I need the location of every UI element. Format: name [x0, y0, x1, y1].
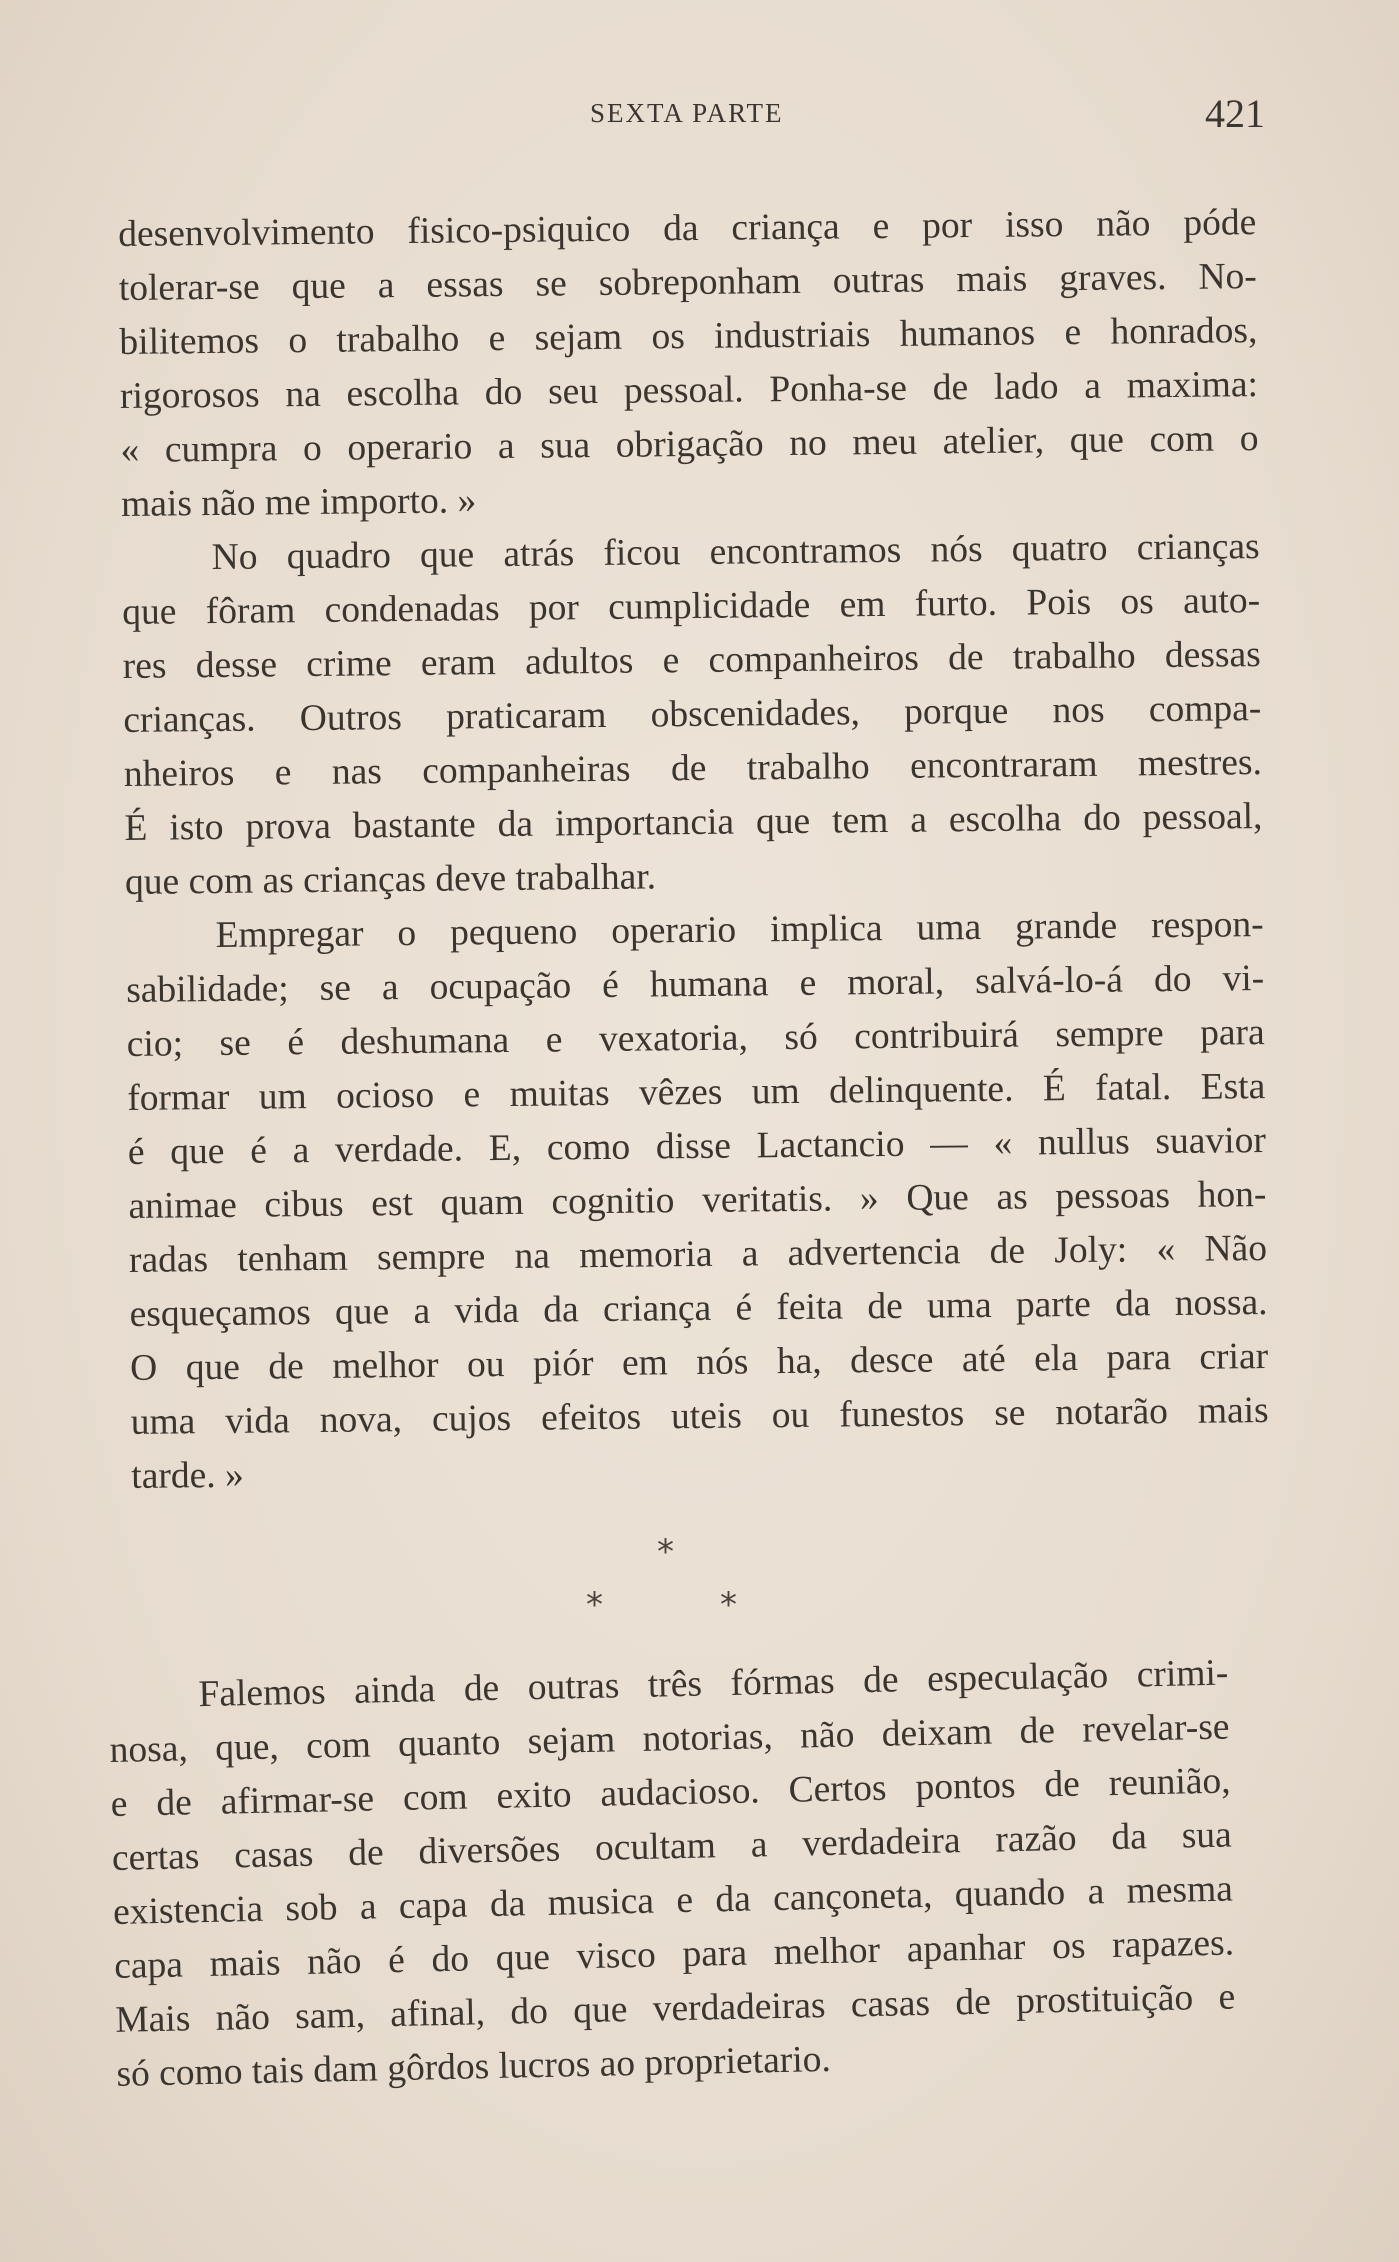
text-line: esqueçamos que a vida da criança é feita de uma parte da nossa. — [129, 1282, 1268, 1335]
page-header — [115, 90, 1265, 140]
separator-asterisk: * — [586, 1585, 603, 1625]
text-line: e de afirmar-se com exito audacioso. Certos pontos de reunião, — [110, 1760, 1232, 1825]
separator-asterisk: * — [720, 1585, 737, 1625]
paragraph-1 — [118, 196, 1259, 532]
text-line: Falemos ainda de outras três fórmas de especulação crimi- — [198, 1652, 1229, 1716]
running-head: SEXTA PARTE — [590, 98, 784, 128]
text-line: tarde. » — [131, 1454, 244, 1497]
text-line: radas tenham sempre na memoria a advertencia de Joly: « Não — [128, 1228, 1268, 1281]
paragraph-4 — [108, 1647, 1237, 2102]
text-line: capa mais não é do que visco para melhor apanhar os rapazes. — [113, 1922, 1235, 1987]
text-line: desenvolvimento fisico-psiquico da criança e por isso não póde — [118, 202, 1257, 255]
text-line: mais não me importo. » — [120, 480, 477, 525]
page-number: 421 — [1205, 91, 1265, 136]
text-line: Empregar o pequeno operario implica uma grande respon- — [215, 904, 1264, 957]
text-line: certas casas de diversões ocultam a verdadeira razão da sua — [111, 1814, 1233, 1879]
text-line: crianças. Outros praticaram obscenidades, porque nos compa- — [123, 688, 1262, 741]
text-line: bilitemos o trabalho e sejam os industriais humanos e honrados, — [119, 310, 1258, 363]
separator-asterisk: * — [657, 1532, 674, 1572]
text-line: No quadro que atrás ficou encontramos nós quatro crianças — [211, 526, 1260, 579]
text-line: res desse crime eram adultos e companheiros de trabalho dessas — [122, 634, 1261, 687]
text-line: Mais não sam, afinal, do que verdadeiras casas de prostituição e — [114, 1976, 1236, 2041]
text-line: que com as crianças deve trabalhar. — [124, 856, 657, 903]
text-line: tolerar-se que a essas se sobreponham outras mais graves. No- — [118, 256, 1257, 309]
text-line: sabilidade; se a ocupação é humana e moral, salvá-lo-á do vi- — [125, 958, 1265, 1011]
text-line: nheiros e nas companheiras de trabalho encontraram mestres. — [123, 742, 1263, 795]
text-line: formar um ocioso e muitas vêzes um delinquente. É fatal. Esta — [127, 1066, 1266, 1119]
text-line: O que de melhor ou piór em nós ha, desce até ela para criar — [129, 1336, 1269, 1389]
text-line: rigorosos na escolha do seu pessoal. Ponha-se de lado a maxima: — [119, 364, 1259, 417]
text-line: É isto prova bastante da importancia que tem a escolha do pessoal, — [124, 796, 1263, 849]
text-line: cio; se é deshumana e vexatoria, só contribuirá sempre para — [126, 1012, 1265, 1065]
text-line: existencia sob a capa da musica e da cançoneta, quando a mesma — [112, 1868, 1234, 1933]
text-line: nosa, que, com quanto sejam notorias, não deixam de revelar-se — [109, 1706, 1230, 1771]
paragraph-3 — [125, 898, 1269, 1504]
text-line: que fôram condenadas por cumplicidade em furto. Pois os auto- — [122, 580, 1261, 633]
text-line: uma vida nova, cujos efeitos uteis ou funestos se notarão mais — [130, 1390, 1269, 1443]
text-line: animae cibus est quam cognitio veritatis. » Que as pessoas hon- — [128, 1174, 1267, 1227]
paragraph-2 — [121, 520, 1263, 910]
text-line: « cumpra o operario a sua obrigação no meu atelier, que com o — [120, 418, 1259, 471]
text-line: é que é a verdade. E, como disse Lactancio — « nullus suavior — [127, 1120, 1267, 1173]
text-line: só como tais dam gôrdos lucros ao proprietario. — [116, 2038, 832, 2095]
main-text — [118, 196, 1270, 1504]
